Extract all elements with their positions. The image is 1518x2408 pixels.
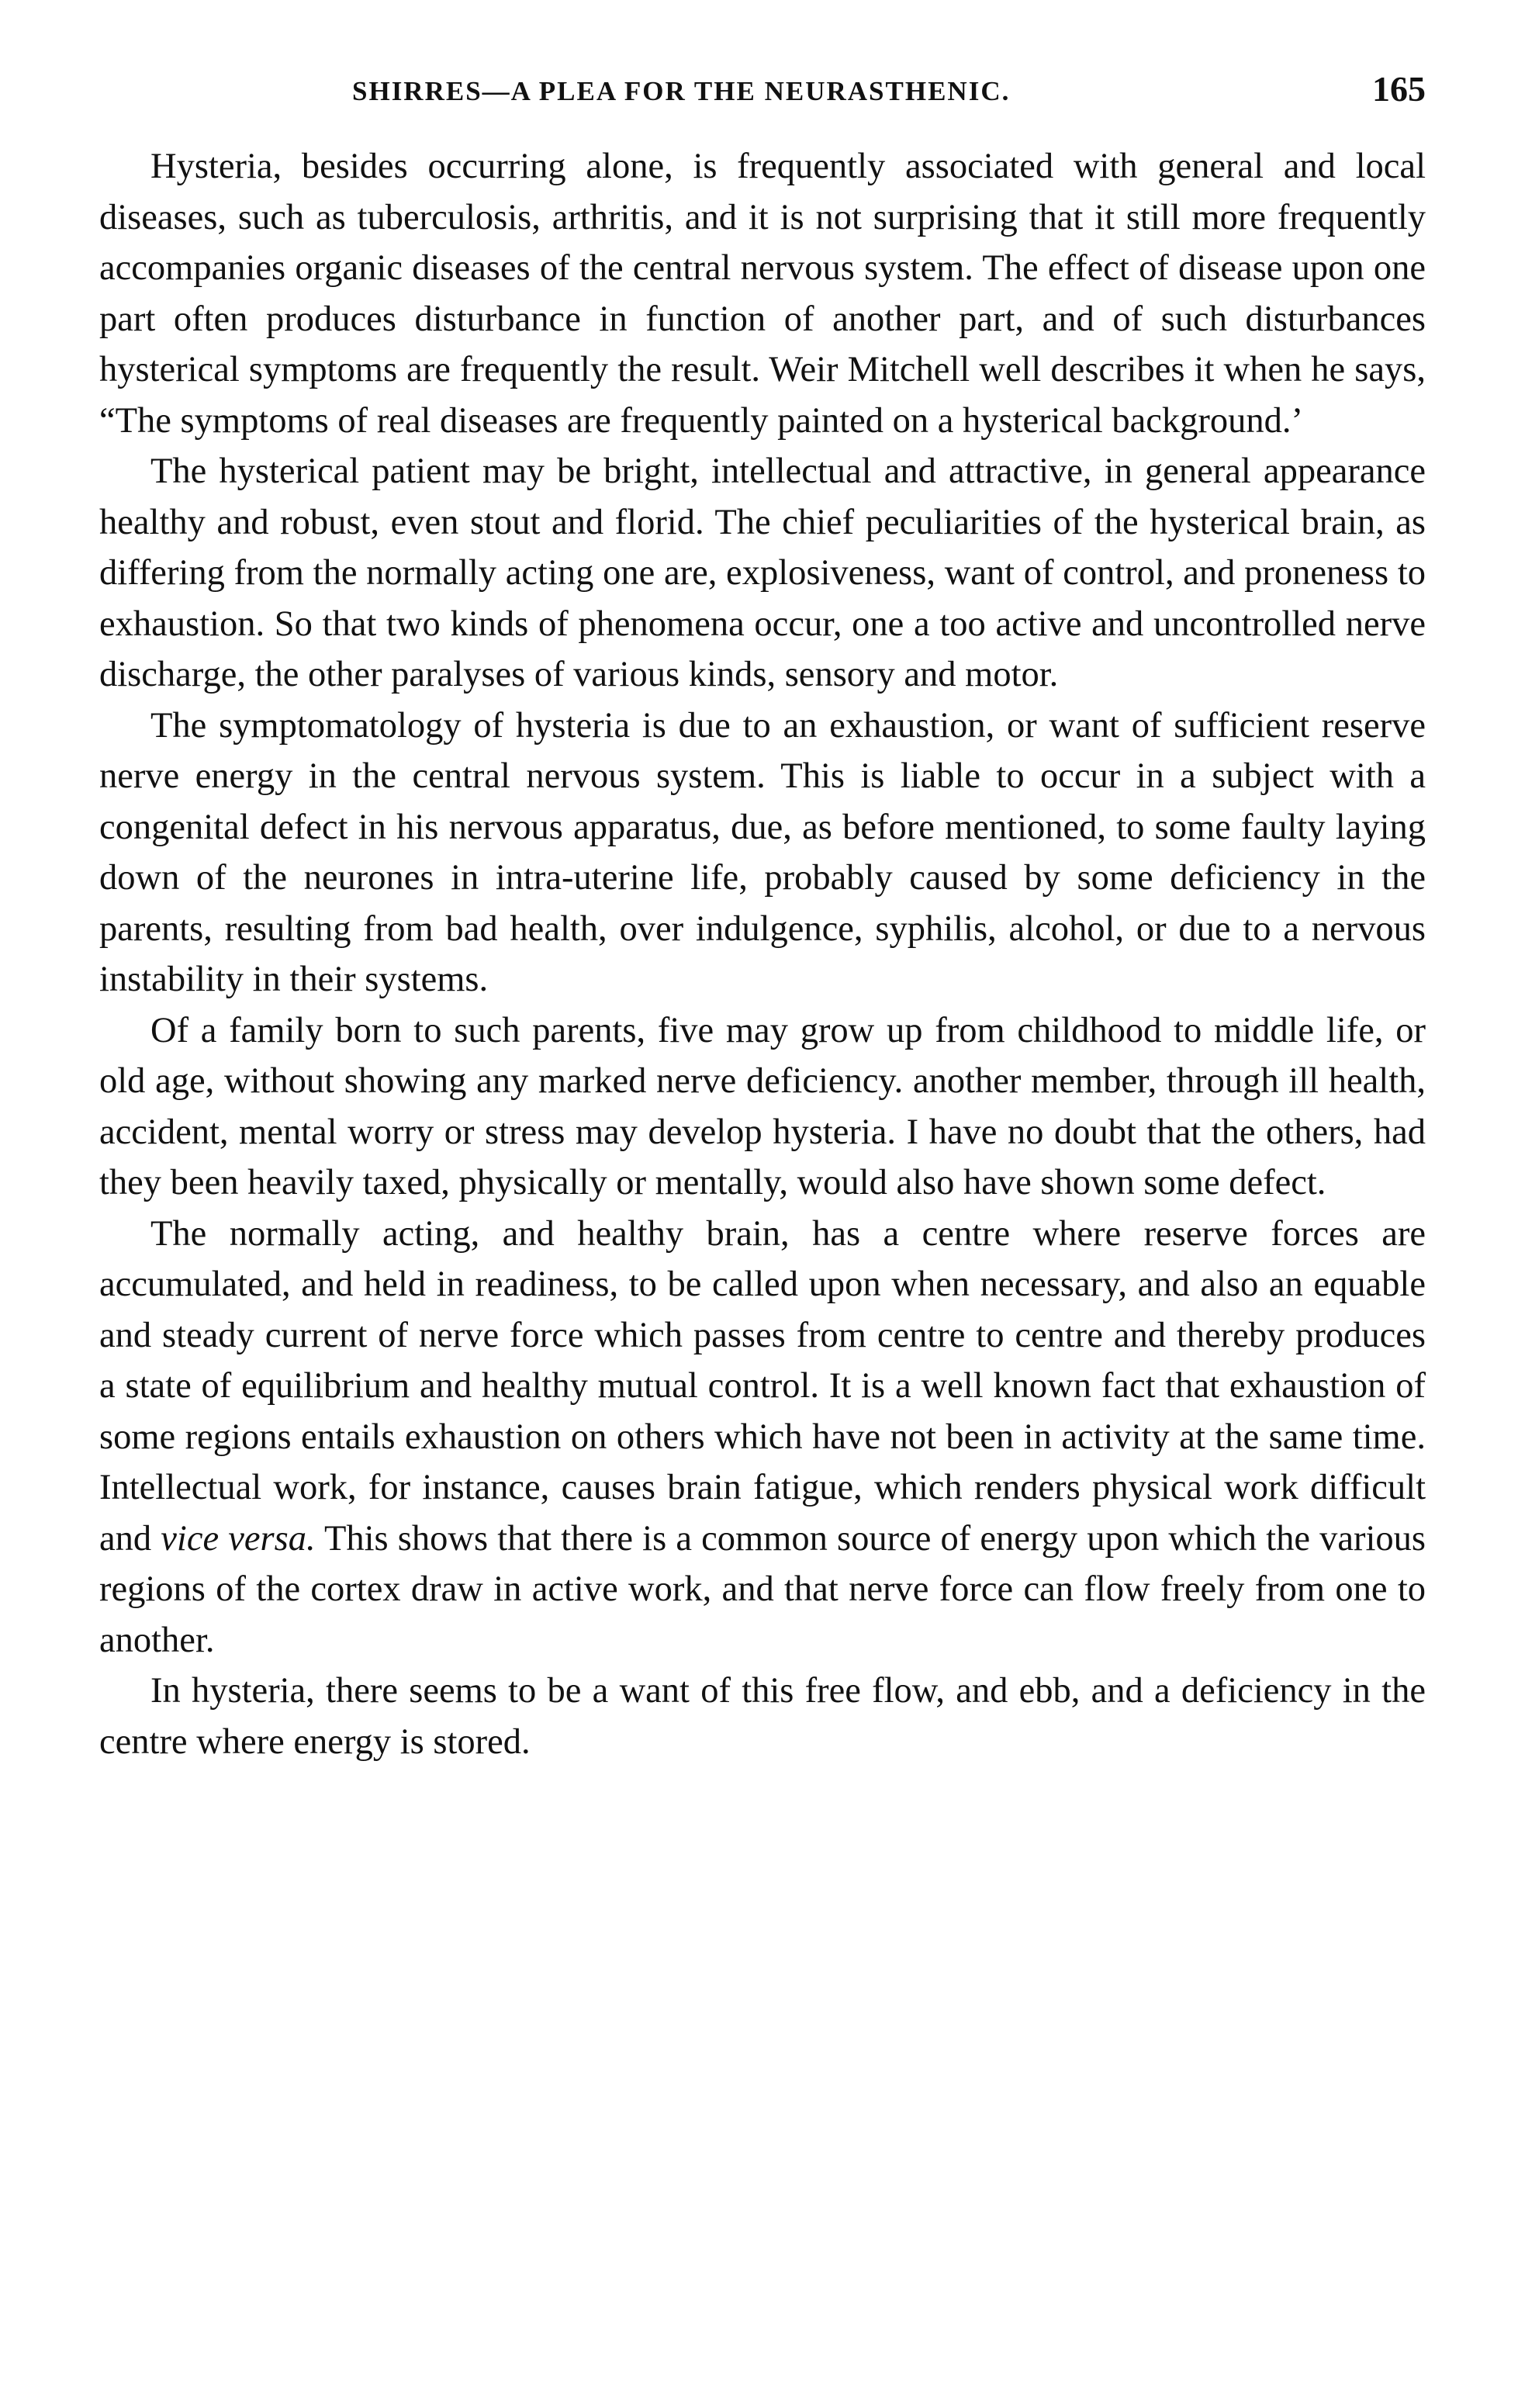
running-head [99,68,1426,124]
page-number: 165 [1372,69,1426,109]
paragraph-symptomatology: The symptomatology of hysteria is due to an exhaustion, or want of sufficient reserve nerve energy in the central nervous system. This is liable to occur in a subject with a congenital defect in his nervous apparatus, due, as before mentioned, to some faulty laying down of the neurones in intra-uterine life, probably caused by some deficiency in the parents, resulting from bad health, over indulgence, syphilis, alcohol, or due to a nervous instability in their systems. [99,705,1426,999]
italic-phrase: vice versa. [161,1518,316,1559]
running-title: SHIRRES—A PLEA FOR THE NEURASTHENIC. [352,76,1011,106]
book-page [99,68,1426,1767]
paragraph-family: Of a family born to such parents, five may grow up from childhood to middle life, or old age, without showing any marked nerve deficiency. another member, through ill health, accident, mental worry or stress may develop hysteria. I have no doubt that the others, had they been heavily taxed, physically or mentally, would also have shown some defect. [99,1010,1426,1202]
paragraph-healthy-brain-text-2: This shows that there is a common source of energy upon which the various regions of the cortex draw in active work, and that nerve force can flow freely from one to another. [99,1518,1426,1660]
paragraph-healthy-brain-text-1: The normally acting, and healthy brain, has a centre where reserve forces are accumulated, and held in readiness, to be called upon when necessary, and also an equable and steady current of nerve force which passes from centre to centre and thereby produces a state of equilibrium and healthy mutual control. It is a well known fact that exhaustion of some regions entails exhaustion on others which have not been in activity at the same time. Intellectual work, for instance, causes brain fatigue, which renders physical work difficult and [99,1213,1426,1559]
paragraph-hysteria-associations: Hysteria, besides occurring alone, is frequently associated with general and local diseases, such as tuberculosis, arthritis, and it is not surprising that it still more frequently accompanies organic diseases of the central nervous system. The effect of disease upon one part often produces disturbance in function of another part, and of such disturbances hysterical symptoms are frequently the result. Weir Mitchell well describes it when he says, “The symptoms of real diseases are frequently painted on a hysterical background.’ [99,147,1426,441]
paragraph-healthy-brain [99,1209,1426,1666]
paragraph-hysteria-conclusion: In hysteria, there seems to be a want of this free flow, and ebb, and a deficiency in the centre where energy is stored. [99,1671,1426,1762]
paragraph-hysterical-patient: The hysterical patient may be bright, intellectual and attractive, in general appearance healthy and robust, even stout and florid. The chief peculiarities of the hysterical brain, as differing from the normally acting one are, explosiveness, want of control, and proneness to exhaustion. So that two kinds of phenomena occur, one a too active and uncontrolled nerve discharge, the other paralyses of various kinds, sensory and motor. [99,452,1426,694]
